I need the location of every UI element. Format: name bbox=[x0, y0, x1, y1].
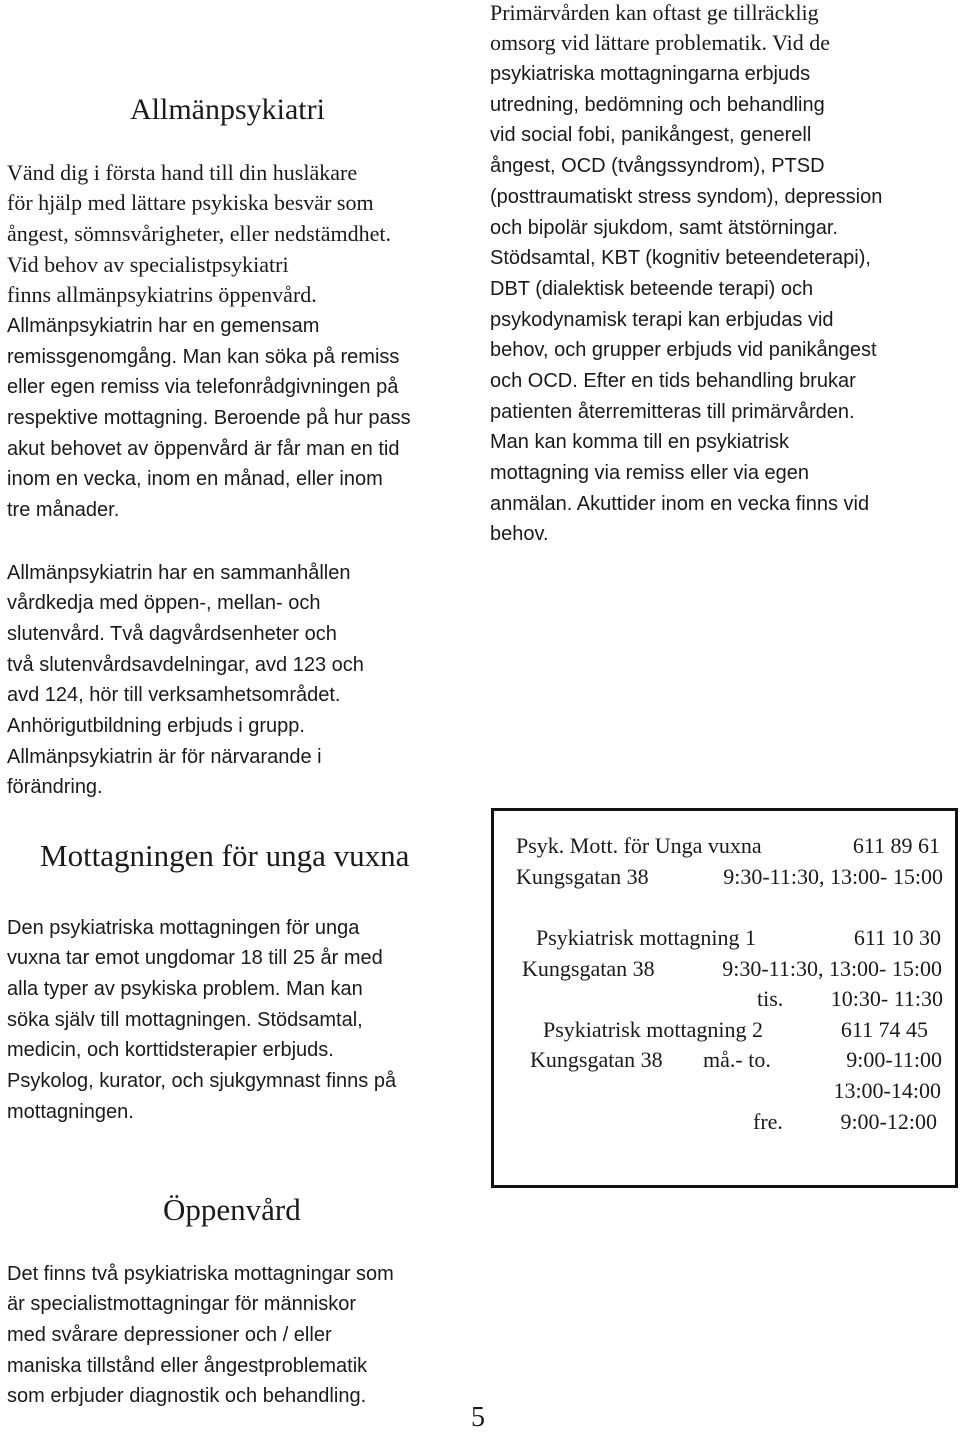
text-line: omsorg vid lättare problematik. Vid de bbox=[490, 30, 831, 56]
heading-oppenvard: Öppenvård bbox=[163, 1192, 301, 1227]
contact-row-mottagning-1-name bbox=[494, 923, 955, 953]
contact-row-mottagning-2-friday bbox=[494, 1107, 955, 1137]
address: Kungsgatan 38 bbox=[522, 956, 655, 981]
text-line: behov. bbox=[490, 523, 549, 546]
heading-unga-vuxna: Mottagningen för unga vuxna bbox=[40, 838, 410, 873]
clinic-name: Psykiatrisk mottagning 2 bbox=[543, 1017, 763, 1042]
opening-hours: 9:30-11:30, 13:00- 15:00 bbox=[722, 956, 942, 981]
text-line: är specialistmottagningar för människor bbox=[7, 1293, 357, 1316]
text-line: utredning, bedömning och behandling bbox=[490, 93, 825, 116]
contact-row-unga-vuxna-address bbox=[494, 862, 955, 892]
opening-hours: 9:30-11:30, 13:00- 15:00 bbox=[723, 864, 943, 889]
text-line: medicin, och korttidsterapier erbjuds. bbox=[7, 1039, 334, 1062]
text-line: Allmänpsykiatrin är för närvarande i bbox=[7, 745, 322, 768]
text-line: som erbjuder diagnostik och behandling. bbox=[7, 1385, 367, 1408]
text-line: avd 124, hör till verksamhetsområdet. bbox=[7, 684, 341, 707]
text-line: behov, och grupper erbjuds vid panikångest bbox=[490, 339, 877, 362]
page-number: 5 bbox=[471, 1402, 485, 1433]
text-line: mottagning via remiss eller via egen bbox=[490, 462, 810, 485]
opening-hours: 9:00-11:00 bbox=[846, 1047, 942, 1072]
clinic-name: Psyk. Mott. för Unga vuxna bbox=[516, 833, 762, 858]
text-line: respektive mottagning. Beroende på hur pass bbox=[7, 407, 411, 430]
text-line: tre månader. bbox=[7, 499, 120, 522]
contact-row-mottagning-2-afternoon bbox=[494, 1076, 955, 1106]
text-line: för hjälp med lättare psykiska besvär som bbox=[7, 190, 374, 216]
text-line: patienten återremitteras till primärvården. bbox=[490, 400, 855, 423]
text-line: alla typer av psykiska problem. Man kan bbox=[7, 977, 363, 1000]
paragraph-primarvard bbox=[490, 0, 882, 550]
text-line: Vid behov av specialistpsykiatri bbox=[7, 251, 289, 277]
paragraph-allmanpsykiatri-vardkedja bbox=[7, 558, 364, 804]
address: Kungsgatan 38 bbox=[530, 1047, 663, 1072]
text-line: Vänd dig i första hand till din husläkare bbox=[7, 159, 358, 185]
opening-hours: 13:00-14:00 bbox=[833, 1078, 941, 1103]
text-line: psykodynamisk terapi kan erbjudas vid bbox=[490, 308, 834, 331]
text-line: psykiatriska mottagningarna erbjuds bbox=[490, 63, 811, 86]
text-line: söka själv till mottagningen. Stödsamtal, bbox=[7, 1008, 363, 1031]
text-line: förändring. bbox=[7, 776, 103, 799]
text-line: ångest, OCD (tvångssyndrom), PTSD bbox=[490, 155, 825, 178]
text-line: Det finns två psykiatriska mottagningar som bbox=[7, 1262, 394, 1285]
text-line: vid social fobi, panikångest, generell bbox=[490, 124, 812, 147]
text-line: Primärvården kan oftast ge tillräcklig bbox=[490, 0, 819, 25]
text-line: mottagningen. bbox=[7, 1100, 134, 1123]
contact-row-mottagning-2-name bbox=[494, 1015, 955, 1045]
text-line: Allmänpsykiatrin har en gemensam bbox=[7, 315, 320, 338]
clinic-name: Psykiatrisk mottagning 1 bbox=[536, 925, 756, 950]
contact-row-mottagning-2-address bbox=[494, 1045, 955, 1075]
text-line: vårdkedja med öppen-, mellan- och bbox=[7, 592, 321, 615]
phone-number: 611 74 45 bbox=[840, 1017, 928, 1042]
text-line: Den psykiatriska mottagningen för unga bbox=[7, 916, 360, 939]
weekday-label: må.- to. bbox=[703, 1047, 771, 1072]
text-line: Allmänpsykiatrin har en sammanhållen bbox=[7, 561, 351, 584]
phone-number: 611 89 61 bbox=[852, 833, 940, 858]
text-line: Psykolog, kurator, och sjukgymnast finns på bbox=[7, 1070, 397, 1093]
text-line: inom en vecka, inom en månad, eller inom bbox=[7, 468, 383, 491]
text-line: med svårare depressioner och / eller bbox=[7, 1323, 332, 1346]
text-line: Stödsamtal, KBT (kognitiv beteendeterapi), bbox=[490, 247, 871, 270]
phone-number: 611 10 30 bbox=[853, 925, 941, 950]
text-line: anmälan. Akuttider inom en vecka finns vid bbox=[490, 492, 870, 515]
paragraph-unga-vuxna bbox=[7, 913, 396, 1128]
contact-row-mottagning-1-tuesday bbox=[494, 984, 955, 1014]
text-line: och OCD. Efter en tids behandling brukar bbox=[490, 369, 856, 392]
text-line: Anhörigutbildning erbjuds i grupp. bbox=[7, 715, 305, 738]
text-line: och bipolär sjukdom, samt ätstörningar. bbox=[490, 216, 838, 239]
contact-info-box bbox=[491, 808, 958, 1188]
text-line: maniska tillstånd eller ångestproblematik bbox=[7, 1354, 368, 1377]
text-line: vuxna tar emot ungdomar 18 till 25 år med bbox=[7, 947, 383, 970]
text-line: akut behovet av öppenvård är får man en tid bbox=[7, 437, 400, 460]
weekday-label: tis. bbox=[757, 986, 784, 1011]
text-line: finns allmänpsykiatrins öppenvård. bbox=[7, 282, 317, 308]
text-line: (posttraumatiskt stress syndom), depression bbox=[490, 185, 883, 208]
opening-hours: 10:30- 11:30 bbox=[830, 986, 943, 1011]
text-line: ångest, sömnsvårigheter, eller nedstämdhet. bbox=[7, 220, 392, 246]
contact-row-mottagning-1-address bbox=[494, 954, 955, 984]
text-line: eller egen remiss via telefonrådgivningen på bbox=[7, 376, 399, 399]
paragraph-allmanpsykiatri-intro bbox=[7, 158, 411, 526]
text-line: slutenvård. Två dagvårdsenheter och bbox=[7, 622, 337, 645]
text-line: Man kan komma till en psykiatrisk bbox=[490, 431, 789, 454]
weekday-label: fre. bbox=[753, 1109, 783, 1134]
contact-row-unga-vuxna-name bbox=[494, 831, 955, 861]
text-line: två slutenvårdsavdelningar, avd 123 och bbox=[7, 653, 364, 676]
text-line: DBT (dialektisk beteende terapi) och bbox=[490, 277, 814, 300]
heading-allmanpsykiatri: Allmänpsykiatri bbox=[130, 93, 325, 126]
opening-hours: 9:00-12:00 bbox=[840, 1109, 937, 1134]
address: Kungsgatan 38 bbox=[516, 864, 649, 889]
paragraph-oppenvard bbox=[7, 1259, 394, 1412]
text-line: remissgenomgång. Man kan söka på remiss bbox=[7, 345, 400, 368]
